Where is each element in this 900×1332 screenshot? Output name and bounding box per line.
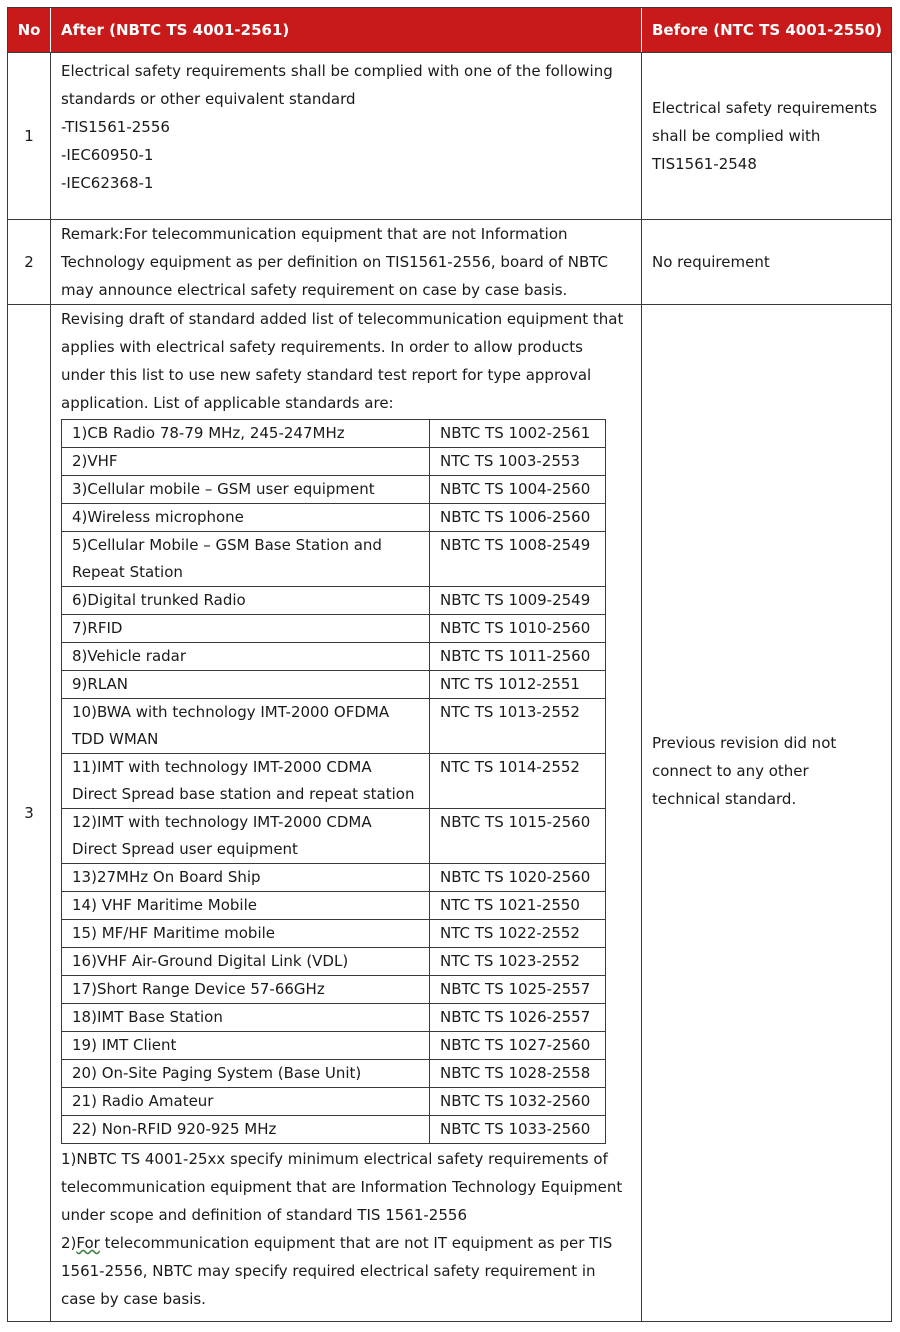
equipment-name: 1)CB Radio 78-79 MHz, 245-247MHz xyxy=(72,424,345,442)
equipment-name: 17)Short Range Device 57-66GHz xyxy=(72,980,325,998)
table-row xyxy=(8,52,891,219)
equipment-name: 10)BWA with technology IMT-2000 OFDMA xyxy=(72,703,390,721)
equipment-cell xyxy=(62,1060,430,1088)
equipment-name: 15) MF/HF Maritime mobile xyxy=(72,924,276,942)
note-line: 2)For telecommunication equipment that are not IT equipment as per TIS xyxy=(61,1234,613,1252)
standard-code: NTC TS 1003-2553 xyxy=(430,448,606,476)
standard-code: NBTC TS 1028-2558 xyxy=(430,1060,606,1088)
equipment-cell xyxy=(62,892,430,920)
text-line: Remark:For telecommunication equipment that are not Information xyxy=(61,225,568,243)
equipment-cell xyxy=(62,476,430,504)
standard-code: NTC TS 1014-2552 xyxy=(430,754,606,809)
standards-row xyxy=(62,809,606,864)
standard-code: NBTC TS 1015-2560 xyxy=(430,809,606,864)
after-cell xyxy=(51,305,642,1321)
equipment-cell xyxy=(62,1032,430,1060)
before-cell xyxy=(642,220,891,304)
standards-row xyxy=(62,504,606,532)
standards-row xyxy=(62,920,606,948)
standard-code: NBTC TS 1032-2560 xyxy=(430,1088,606,1116)
before-cell xyxy=(642,53,891,219)
standards-row xyxy=(62,1004,606,1032)
standards-row xyxy=(62,587,606,615)
standards-row xyxy=(62,532,606,587)
equipment-name: 7)RFID xyxy=(72,619,123,637)
equipment-cell xyxy=(62,920,430,948)
equipment-name: 19) IMT Client xyxy=(72,1036,177,1054)
equipment-cell xyxy=(62,754,430,809)
equipment-name: 16)VHF Air-Ground Digital Link (VDL) xyxy=(72,952,349,970)
equipment-name: 12)IMT with technology IMT-2000 CDMA xyxy=(72,813,372,831)
text-line: under this list to use new safety standard test report for type approval xyxy=(61,366,592,384)
before-cell xyxy=(642,305,891,1321)
standard-code: NBTC TS 1002-2561 xyxy=(430,420,606,448)
equipment-cell xyxy=(62,448,430,476)
text-line: Electrical safety requirements xyxy=(652,99,878,117)
equipment-name: 11)IMT with technology IMT-2000 CDMA xyxy=(72,758,372,776)
text-line: -IEC62368-1 xyxy=(61,174,154,192)
standard-code: NTC TS 1021-2550 xyxy=(430,892,606,920)
equipment-name: 6)Digital trunked Radio xyxy=(72,591,246,609)
equipment-cell xyxy=(62,809,430,864)
text-line: TIS1561-2548 xyxy=(652,155,757,173)
equipment-name: 13)27MHz On Board Ship xyxy=(72,868,261,886)
equipment-name: 20) On-Site Paging System (Base Unit) xyxy=(72,1064,362,1082)
standard-code: NBTC TS 1027-2560 xyxy=(430,1032,606,1060)
after-cell xyxy=(51,53,642,219)
equipment-name: 14) VHF Maritime Mobile xyxy=(72,896,257,914)
equipment-name: 18)IMT Base Station xyxy=(72,1008,223,1026)
standards-row xyxy=(62,615,606,643)
standards-row xyxy=(62,1088,606,1116)
equipment-cell xyxy=(62,948,430,976)
standard-code: NBTC TS 1025-2557 xyxy=(430,976,606,1004)
equipment-name: Direct Spread user equipment xyxy=(72,840,298,858)
equipment-name: Repeat Station xyxy=(72,563,183,581)
equipment-cell xyxy=(62,532,430,587)
text-line: technical standard. xyxy=(652,790,797,808)
equipment-cell xyxy=(62,1088,430,1116)
comparison-table xyxy=(7,7,892,1322)
standard-code: NTC TS 1022-2552 xyxy=(430,920,606,948)
standards-table xyxy=(61,419,606,1144)
text-line: Technology equipment as per definition on TIS1561-2556, board of NBTC xyxy=(61,253,609,271)
standard-code: NBTC TS 1011-2560 xyxy=(430,643,606,671)
note-line: under scope and definition of standard TIS 1561-2556 xyxy=(61,1206,467,1224)
standards-row xyxy=(62,864,606,892)
equipment-cell xyxy=(62,699,430,754)
standards-row xyxy=(62,976,606,1004)
standards-row xyxy=(62,420,606,448)
equipment-name: 5)Cellular Mobile – GSM Base Station and xyxy=(72,536,382,554)
standards-row xyxy=(62,1060,606,1088)
standards-row xyxy=(62,948,606,976)
text-line: Electrical safety requirements shall be complied with one of the following xyxy=(61,62,613,80)
equipment-cell xyxy=(62,1116,430,1144)
standards-row xyxy=(62,892,606,920)
standards-row xyxy=(62,643,606,671)
text-line: -TIS1561-2556 xyxy=(61,118,170,136)
equipment-cell xyxy=(62,587,430,615)
standard-code: NBTC TS 1008-2549 xyxy=(430,532,606,587)
standards-row xyxy=(62,671,606,699)
equipment-cell xyxy=(62,1004,430,1032)
equipment-cell xyxy=(62,864,430,892)
header-before: Before (NTC TS 4001-2550) xyxy=(652,21,882,39)
text-line: may announce electrical safety requirement on case by case basis. xyxy=(61,281,568,299)
note-line: 1)NBTC TS 4001-25xx specify minimum electrical safety requirements of xyxy=(61,1150,608,1168)
note-line: telecommunication equipment that are Information Technology Equipment xyxy=(61,1178,623,1196)
standards-row xyxy=(62,448,606,476)
equipment-name: TDD WMAN xyxy=(72,730,159,748)
standard-code: NBTC TS 1026-2557 xyxy=(430,1004,606,1032)
text-line: shall be complied with xyxy=(652,127,821,145)
standard-code: NBTC TS 1004-2560 xyxy=(430,476,606,504)
standard-code: NTC TS 1013-2552 xyxy=(430,699,606,754)
standard-code: NBTC TS 1006-2560 xyxy=(430,504,606,532)
equipment-cell xyxy=(62,671,430,699)
equipment-cell xyxy=(62,420,430,448)
after-cell xyxy=(51,220,642,304)
standards-row xyxy=(62,1116,606,1144)
standard-code: NBTC TS 1009-2549 xyxy=(430,587,606,615)
table-header xyxy=(8,8,891,52)
text-line: applies with electrical safety requirements. In order to allow products xyxy=(61,338,583,356)
row-number: 3 xyxy=(8,305,51,1321)
standard-code: NTC TS 1023-2552 xyxy=(430,948,606,976)
text-line: connect to any other xyxy=(652,762,809,780)
note-line: case by case basis. xyxy=(61,1290,206,1308)
standard-code: NBTC TS 1020-2560 xyxy=(430,864,606,892)
text-line: -IEC60950-1 xyxy=(61,146,154,164)
text-line: Revising draft of standard added list of telecommunication equipment that xyxy=(61,310,624,328)
equipment-cell xyxy=(62,504,430,532)
equipment-name: 22) Non-RFID 920-925 MHz xyxy=(72,1120,277,1138)
table-row xyxy=(8,219,891,304)
standards-row xyxy=(62,699,606,754)
equipment-name: 9)RLAN xyxy=(72,675,129,693)
header-after: After (NBTC TS 4001-2561) xyxy=(51,8,642,52)
text-line: Previous revision did not xyxy=(652,734,837,752)
equipment-cell xyxy=(62,615,430,643)
row-number: 1 xyxy=(8,53,51,219)
text-line: No requirement xyxy=(652,253,770,271)
equipment-name: 3)Cellular mobile – GSM user equipment xyxy=(72,480,375,498)
standards-row xyxy=(62,754,606,809)
equipment-name: 2)VHF xyxy=(72,452,118,470)
equipment-name: 21) Radio Amateur xyxy=(72,1092,214,1110)
text-line: application. List of applicable standards are: xyxy=(61,394,394,412)
equipment-cell xyxy=(62,976,430,1004)
row-number: 2 xyxy=(8,220,51,304)
standards-row xyxy=(62,1032,606,1060)
equipment-name: 4)Wireless microphone xyxy=(72,508,244,526)
note-line: 1561-2556, NBTC may specify required electrical safety requirement in xyxy=(61,1262,596,1280)
standard-code: NBTC TS 1033-2560 xyxy=(430,1116,606,1144)
header-no: No xyxy=(8,8,51,52)
equipment-name: Direct Spread base station and repeat station xyxy=(72,785,415,803)
equipment-name: 8)Vehicle radar xyxy=(72,647,187,665)
text-line: standards or other equivalent standard xyxy=(61,90,356,108)
equipment-cell xyxy=(62,643,430,671)
standard-code: NBTC TS 1010-2560 xyxy=(430,615,606,643)
standards-row xyxy=(62,476,606,504)
table-row xyxy=(8,304,891,1321)
standard-code: NTC TS 1012-2551 xyxy=(430,671,606,699)
